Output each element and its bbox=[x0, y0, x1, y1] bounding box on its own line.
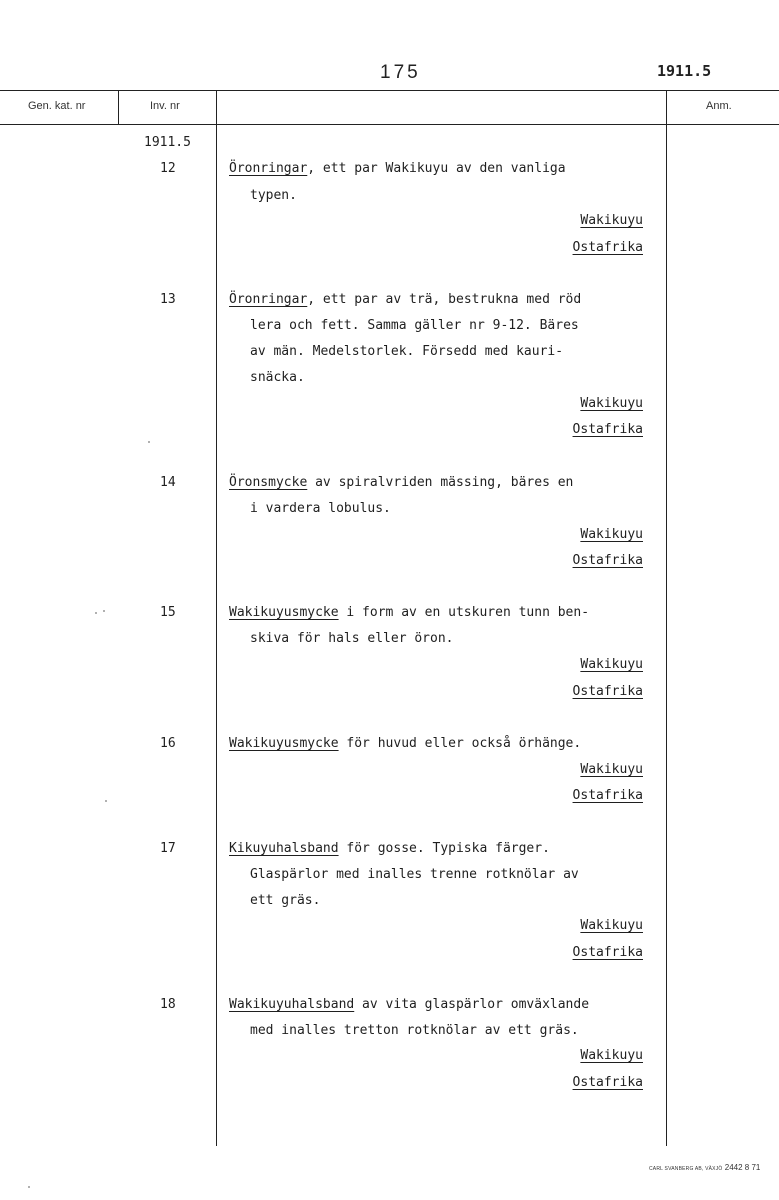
inv-number: 18 bbox=[160, 997, 176, 1012]
column-divider-inv bbox=[216, 91, 217, 1146]
inv-number: 16 bbox=[160, 736, 176, 751]
entry-place-region: Ostafrika bbox=[572, 1075, 643, 1090]
inv-number: 17 bbox=[160, 841, 176, 856]
entry-line: snäcka. bbox=[250, 370, 305, 385]
entry-first-line bbox=[229, 736, 581, 751]
entry-text: , ett par av trä, bestrukna med röd bbox=[307, 292, 582, 307]
column-divider-anm bbox=[666, 91, 667, 1146]
entry-line: typen. bbox=[250, 188, 297, 203]
entry-place-region: Ostafrika bbox=[572, 684, 643, 699]
entry-place-region: Ostafrika bbox=[572, 553, 643, 568]
entry-first-line bbox=[229, 841, 550, 856]
column-divider-gen bbox=[118, 91, 119, 125]
entry-place-region: Ostafrika bbox=[572, 422, 643, 437]
scan-speck bbox=[105, 800, 107, 802]
header-bottom-rule bbox=[0, 124, 779, 125]
page-number: 175 bbox=[380, 62, 421, 83]
inv-number: 14 bbox=[160, 475, 176, 490]
header-top-rule bbox=[0, 90, 779, 91]
entry-title: Wakikuyusmycke bbox=[229, 605, 339, 620]
entry-place-people: Wakikuyu bbox=[580, 657, 643, 672]
entry-place-region: Ostafrika bbox=[572, 945, 643, 960]
inv-number: 13 bbox=[160, 292, 176, 307]
entry-first-line bbox=[229, 997, 589, 1012]
entry-text: för gosse. Typiska färger. bbox=[338, 841, 550, 856]
entry-line: ett gräs. bbox=[250, 893, 321, 908]
printer-name: CARL SVANBERG AB, VÄXJÖ bbox=[649, 1166, 723, 1172]
entry-place-people: Wakikuyu bbox=[580, 527, 643, 542]
scan-speck bbox=[28, 1186, 30, 1188]
inv-number: 15 bbox=[160, 605, 176, 620]
scan-speck bbox=[103, 610, 105, 612]
entry-title: Öronringar bbox=[229, 292, 308, 307]
printer-footer bbox=[649, 1163, 760, 1172]
header-year: 1911.5 bbox=[657, 62, 712, 80]
entry-first-line bbox=[229, 475, 573, 490]
entry-place-people: Wakikuyu bbox=[580, 762, 643, 777]
entry-text: i form av en utskuren tunn ben- bbox=[338, 605, 590, 620]
entry-place-people: Wakikuyu bbox=[580, 1048, 643, 1063]
entry-text: , ett par Wakikuyu av den vanliga bbox=[307, 161, 566, 176]
column-header-anm: Anm. bbox=[706, 100, 732, 112]
form-code: 2442 8 71 bbox=[724, 1163, 761, 1172]
entry-line: Glaspärlor med inalles trenne rotknölar av bbox=[250, 867, 579, 882]
entry-title: Öronringar bbox=[229, 161, 308, 176]
column-header-inv-nr: Inv. nr bbox=[150, 100, 180, 112]
entry-title: Wakikuyusmycke bbox=[229, 736, 339, 751]
entry-line: med inalles tretton rotknölar av ett gräs. bbox=[250, 1023, 579, 1038]
entry-line: i vardera lobulus. bbox=[250, 501, 391, 516]
entry-first-line bbox=[229, 292, 581, 307]
inv-number: 12 bbox=[160, 161, 176, 176]
entry-place-region: Ostafrika bbox=[572, 240, 643, 255]
entry-first-line bbox=[229, 161, 566, 176]
column-header-gen-kat-nr: Gen. kat. nr bbox=[28, 100, 86, 112]
scan-speck bbox=[95, 612, 97, 614]
entry-line: av män. Medelstorlek. Försedd med kauri- bbox=[250, 344, 564, 359]
entry-place-people: Wakikuyu bbox=[580, 213, 643, 228]
scan-speck bbox=[148, 441, 150, 443]
entry-place-people: Wakikuyu bbox=[580, 918, 643, 933]
entry-line: lera och fett. Samma gäller nr 9-12. Bäres bbox=[250, 318, 579, 333]
entry-text: av spiralvriden mässing, bäres en bbox=[307, 475, 574, 490]
entry-place-region: Ostafrika bbox=[572, 788, 643, 803]
section-year: 1911.5 bbox=[144, 135, 191, 150]
entry-text: för huvud eller också örhänge. bbox=[338, 736, 582, 751]
entry-line: skiva för hals eller öron. bbox=[250, 631, 454, 646]
entry-place-people: Wakikuyu bbox=[580, 396, 643, 411]
entry-title: Öronsmycke bbox=[229, 475, 308, 490]
entry-title: Kikuyuhalsband bbox=[229, 841, 339, 856]
entry-first-line bbox=[229, 605, 589, 620]
entry-text: av vita glaspärlor omväxlande bbox=[354, 997, 590, 1012]
entry-title: Wakikuyuhalsband bbox=[229, 997, 355, 1012]
